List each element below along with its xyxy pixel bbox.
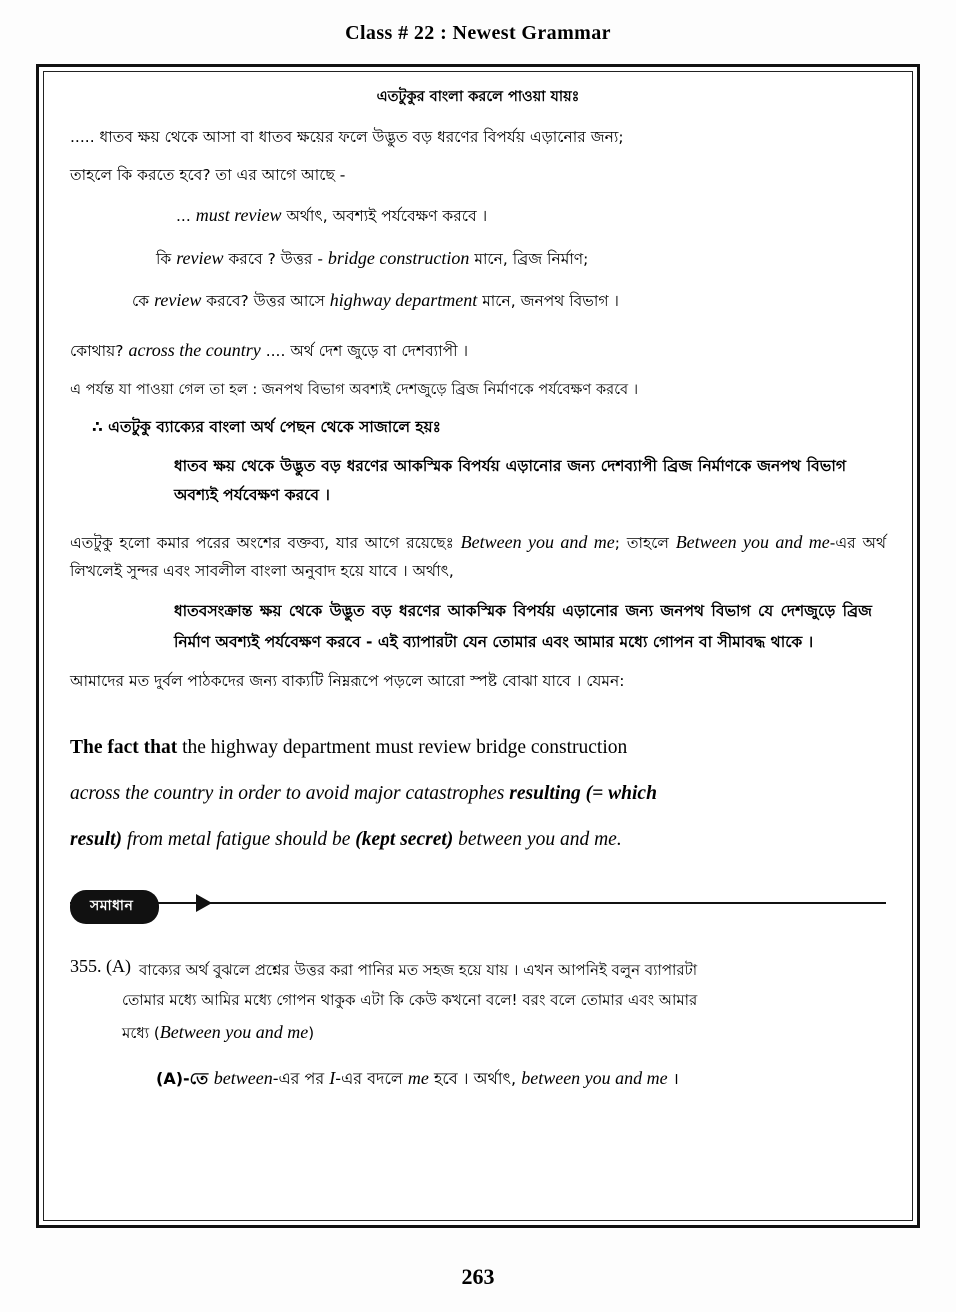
- english-line-3: [70, 817, 886, 863]
- english-bold-lead: The fact that: [70, 736, 178, 758]
- final-english-2: I: [329, 1068, 336, 1088]
- p10-english-2: Between you and me: [675, 531, 830, 552]
- p5-c: মানে, জনপথ বিভাগ ।: [477, 292, 619, 311]
- answer-line3-pre: মধ্যে (: [122, 1023, 160, 1042]
- p4-english-1: review: [176, 247, 224, 268]
- p10-b: ; তাহলে: [614, 533, 676, 552]
- solution-arrow-icon: [196, 894, 212, 912]
- english-line-2: [70, 771, 886, 817]
- intro-line: এতটুকুর বাংলা করলে পাওয়া যায়ঃ: [376, 89, 580, 105]
- paragraph-3: [70, 200, 886, 232]
- answer-number-value: 355.: [70, 956, 102, 977]
- final-a: (A)-তে: [156, 1069, 214, 1088]
- p4-english-2: bridge construction: [327, 247, 470, 268]
- p4-c: মানে, ব্রিজ নির্মাণ;: [469, 249, 589, 268]
- p3-pre: ...: [176, 207, 196, 226]
- answer-text-line-3: [70, 1015, 886, 1050]
- final-c: -এর বদলে: [335, 1069, 408, 1088]
- p10-a: এতটুকু হলো কমার পরের অংশের বক্তব্য, যার আগে রয়েছেঃ: [70, 533, 461, 552]
- final-english-1: between: [213, 1068, 273, 1088]
- answer-text-line-2: তোমার মধ্যে আমির মধ্যে গোপন থাকুক এটা কি কেউ কখনো বলে! বরং বলে তোমার এবং আমার: [122, 990, 698, 1009]
- paragraph-8: ∴ এতটুকু ব্যাক্যের বাংলা অর্থ পেছন থেকে সাজালে হয়ঃ: [92, 417, 441, 436]
- solution-rule: [70, 902, 886, 904]
- p5-english-1: review: [154, 290, 202, 311]
- p10-c: -এর অর্থ লিখলেই সুন্দর এবং সাবলীল বাংলা অনুবাদ হয়ে যাবে । অর্থাৎ,: [70, 533, 886, 581]
- english-italic-2: from metal fatigue should be: [122, 828, 356, 850]
- paragraph-2: তাহলে কি করতে হবে? তা এর আগে আছে -: [70, 166, 346, 185]
- english-bolditalic-2: result): [70, 828, 123, 850]
- paragraph-9: ধাতব ক্ষয় থেকে উদ্ভুত বড় ধরণের আকস্মিক বিপর্যয় এড়ানোর জন্য দেশব্যাপী ব্রিজ নির্মাণকে জনপথ বিভাগ অবশ্যই পর্যবেক্ষণ করবে ।: [174, 456, 846, 505]
- english-italic-3: between you and me.: [453, 828, 622, 850]
- answer-block: [70, 956, 886, 1093]
- p6-a: কোথায়?: [70, 341, 129, 360]
- english-line-1: [70, 725, 886, 771]
- english-italic-1: across the country in order to avoid major catastrophes: [70, 782, 510, 804]
- paragraph-12: আমাদের মত দুর্বল পাঠকদের জন্য বাক্যটি নিম্নরূপে পড়লে আরো স্পষ্ট বোঝা যাবে । যেমন:: [70, 671, 625, 690]
- content-frame: [36, 64, 920, 1228]
- p6-english: across the country: [128, 339, 261, 360]
- answer-line3-post: ): [308, 1023, 315, 1042]
- p4-b: করবে ? উত্তর -: [223, 249, 328, 268]
- p4-a: কি: [156, 249, 177, 268]
- final-english-3: me: [407, 1068, 429, 1088]
- answer-line3-english: Between you and me: [159, 1021, 309, 1042]
- final-e: ।: [667, 1069, 679, 1088]
- final-d: হবে । অর্থাৎ,: [428, 1069, 522, 1088]
- english-plain-1: the highway department must review bridge construction: [177, 736, 628, 758]
- english-sentence-block: [70, 725, 886, 862]
- solution-divider: [70, 888, 886, 922]
- p5-english-2: highway department: [329, 290, 478, 311]
- p10-english-1: Between you and me: [460, 531, 615, 552]
- answer-number: [70, 956, 139, 977]
- english-bolditalic-1: resulting (= which: [509, 782, 657, 804]
- page-number: 263: [461, 1264, 495, 1289]
- answer-final-line: [70, 1066, 886, 1093]
- page-title: Class # 22 : Newest Grammar: [345, 22, 611, 44]
- answer-text-line-1: বাক্যের অর্থ বুঝলে প্রশ্নের উত্তর করা পানির মত সহজ হয়ে যায় । এখন আপনিই বলুন ব্যাপারটা: [139, 961, 698, 980]
- paragraph-4: [70, 243, 886, 275]
- p5-b: করবে? উত্তর আসে: [201, 292, 330, 311]
- paragraph-10: [70, 527, 886, 586]
- content-frame-inner: [43, 71, 913, 1221]
- p6-b: .... অর্থ দেশ জুড়ে বা দেশব্যাপী ।: [260, 341, 469, 360]
- answer-first-row: [70, 956, 886, 985]
- paragraph-6: [70, 335, 886, 367]
- solution-label: সমাধান: [70, 890, 159, 924]
- paragraph-1: ..... ধাতব ক্ষয় থেকে আসা বা ধাতব ক্ষয়ের ফলে উদ্ভুত বড় ধরণের বিপর্যয় এড়ানোর জন্য;: [70, 128, 624, 146]
- final-english-4: between you and me: [521, 1068, 668, 1088]
- p5-a: কে: [132, 292, 155, 311]
- english-bolditalic-3: (kept secret): [355, 828, 454, 850]
- answer-option: (A): [106, 956, 131, 977]
- paragraph-11: ধাতবসংক্রান্ত ক্ষয় থেকে উদ্ভুত বড় ধরণের আকস্মিক বিপর্যয় এড়ানোর জন্য জনপথ বিভাগ যে দেশজুড়ে ব্রিজ নির্মাণ অবশ্যই পর্যবেক্ষণ করবে - এই ব্যাপারটা যেন তোমার এবং আমার মধ্যে গোপন বা সীমাবদ্ধ থাকে ।: [174, 602, 872, 651]
- p3-post: অর্থাৎ, অবশ্যই পর্যবেক্ষণ করবে ।: [281, 207, 488, 226]
- final-b: -এর পর: [272, 1069, 330, 1088]
- paragraph-5: [70, 285, 886, 317]
- paragraph-7: এ পর্যন্ত যা পাওয়া গেল তা হল : জনপথ বিভাগ অবশ্যই দেশজুড়ে ব্রিজ নির্মাণকে পর্যবেক্ষণ করবে ।: [70, 381, 639, 399]
- p3-english: must review: [195, 205, 282, 226]
